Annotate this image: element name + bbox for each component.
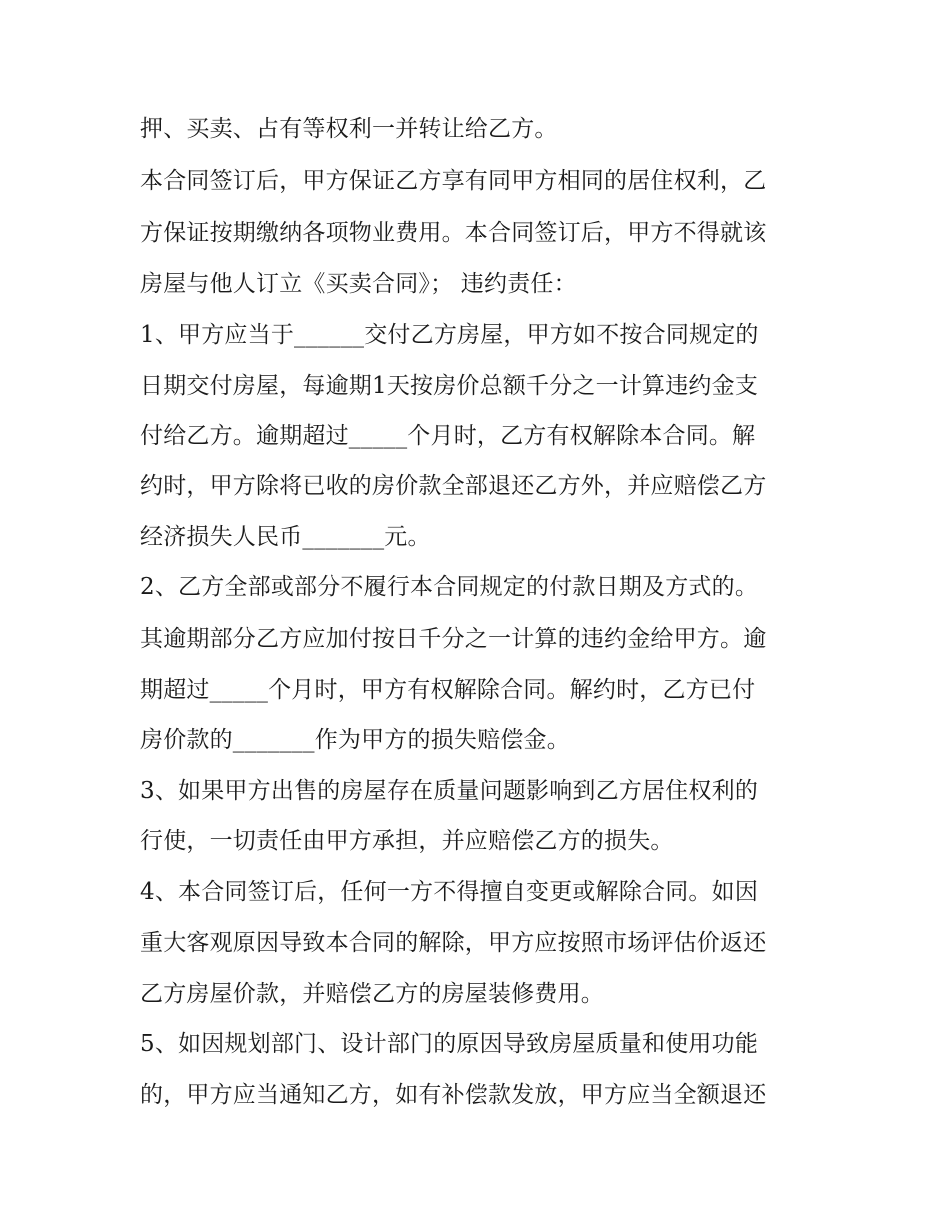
text-line: 房屋与他人订立《买卖合同》； 违约责任： <box>140 271 577 297</box>
text-line: 付给乙方。逾期超过_____个月时，乙方有权解除本合同。解 <box>140 423 756 449</box>
text-line: 押、买卖、占有等权利一并转让给乙方。 <box>140 116 558 142</box>
text-line: 行使，一切责任由甲方承担，并应赔偿乙方的损失。 <box>140 828 674 854</box>
text-line: 乙方房屋价款，并赔偿乙方的房屋装修费用。 <box>140 981 604 1007</box>
text-line: 2、乙方全部或部分不履行本合同规定的付款日期及方式的。 <box>140 574 759 600</box>
text-line: 经济损失人民币_______元。 <box>140 524 431 550</box>
text-line: 房价款的_______作为甲方的损失赔偿金。 <box>140 727 570 753</box>
text-line: 1、甲方应当于______交付乙方房屋，甲方如不按合同规定的 <box>140 322 759 348</box>
text-line: 方保证按期缴纳各项物业费用。本合同签订后，甲方不得就该 <box>140 220 767 246</box>
text-line: 4、本合同签订后，任何一方不得擅自变更或解除合同。如因 <box>140 879 759 905</box>
text-line: 期超过_____个月时，甲方有权解除合同。解约时，乙方已付 <box>140 677 756 703</box>
text-line: 约时，甲方除将已收的房价款全部退还乙方外，并应赔偿乙方 <box>140 473 767 499</box>
text-line: 5、如因规划部门、设计部门的原因导致房屋质量和使用功能 <box>140 1031 759 1057</box>
text-line: 其逾期部分乙方应加付按日千分之一计算的违约金给甲方。逾 <box>140 626 767 652</box>
text-line: 的，甲方应当通知乙方，如有补偿款发放，甲方应当全额退还 <box>140 1082 767 1108</box>
text-line: 本合同签订后，甲方保证乙方享有同甲方相同的居住权利，乙 <box>140 168 767 194</box>
text-line: 重大客观原因导致本合同的解除，甲方应按照市场评估价返还 <box>140 930 767 956</box>
text-line: 日期交付房屋，每逾期1天按房价总额千分之一计算违约金支 <box>140 373 759 399</box>
text-line: 3、如果甲方出售的房屋存在质量问题影响到乙方居住权利的 <box>140 778 759 804</box>
